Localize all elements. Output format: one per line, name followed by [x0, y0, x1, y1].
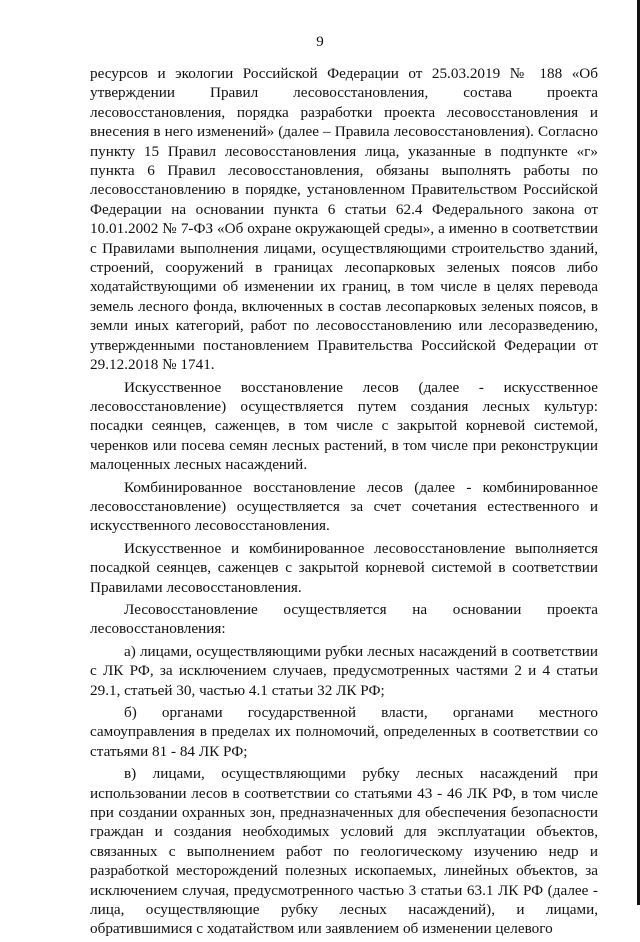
paragraph-continuation: ресурсов и экологии Российской Федерации от 25.03.2019 № 188 «Об утверждении Правил лесовосстановления, состава проекта лесовосстановления, порядка разработки проекта лесовосстановления и внесения в него изменений» (далее – Правила лесовосстановления). Согласно пункту 15 Правил лесовосстановления лица, указанные в подпункте «г» пункта 6 Правил лесовосстановления, обязаны выполнять работы по лесовосстановлению в порядке, установленном Правительством Российской Федерации на основании пункта 6 статьи 62.4 Федерального закона от 10.01.2002 № 7-ФЗ «Об охране окружающей среды», а именно в соответствии с Правилами выполнения лицами, осуществляющими строительство зданий, строений, сооружений в границах лесопарковых зеленых поясов либо ходатайствующими об изменении их границ, в том числе в целях перевода земель лесного фонда, включенных в состав лесопарковых зеленых поясов, в земли иных категорий, работ по лесовосстановлению или лесоразведению, утвержденными постановлением Правительства Российской Федерации от 29.12.2018 № 1741. — [90, 65, 598, 374]
list-item-v: в) лицами, осуществляющими рубку лесных насаждений при использовании лесов в соответствии со статьями 43 - 46 ЛК РФ, в том числе при создании охранных зон, предназначенных для обеспечения безопасности граждан и создания необходимых условий для эксплуатации объектов, связанных с выполнением работ по геологическому изучению недр и разработкой месторождений полезных ископаемых, линейных объектов, за исключением случая, предусмотренного частью 3 статьи 63.1 ЛК РФ (далее - лица, осуществляющие рубку лесных насаждений), и лицами, обратившимися с ходатайством или заявлением об изменении целевого — [90, 765, 598, 938]
paragraph-artificial-reforestation: Искусственное восстановление лесов (далее - искусственное лесовосстановление) осуществляется путем создания лесных культур: посадки сеянцев, саженцев, в том числе с закрытой корневой системой, черенков или посева семян лесных растений, в том числе при реконструкции малоценных лесных насаждений. — [90, 378, 598, 474]
list-item-b: б) органами государственной власти, органами местного самоуправления в пределах их полномочий, определенных в соответствии со статьями 81 - 84 ЛК РФ; — [90, 704, 598, 760]
paragraph-planting-method: Искусственное и комбинированное лесовосстановление выполняется посадкой сеянцев, саженцев с закрытой корневой системой в соответствии Правилами лесовосстановления. — [90, 539, 598, 596]
page-number: 9 — [316, 34, 324, 50]
list-item-a: а) лицами, осуществляющими рубки лесных насаждений в соответствии с ЛК РФ, за исключением случаев, предусмотренных частями 2 и 4 статьи 29.1, статьей 30, частью 4.1 статьи 32 ЛК РФ; — [90, 642, 598, 699]
document-body — [90, 64, 598, 942]
paragraph-combined-reforestation: Комбинированное восстановление лесов (далее - комбинированное лесовосстановление) осуществляется за счет сочетания естественного и искусственного лесовосстановления. — [90, 478, 598, 535]
paragraph-project-basis: Лесовосстановление осуществляется на основании проекта лесовосстановления: — [90, 600, 598, 638]
